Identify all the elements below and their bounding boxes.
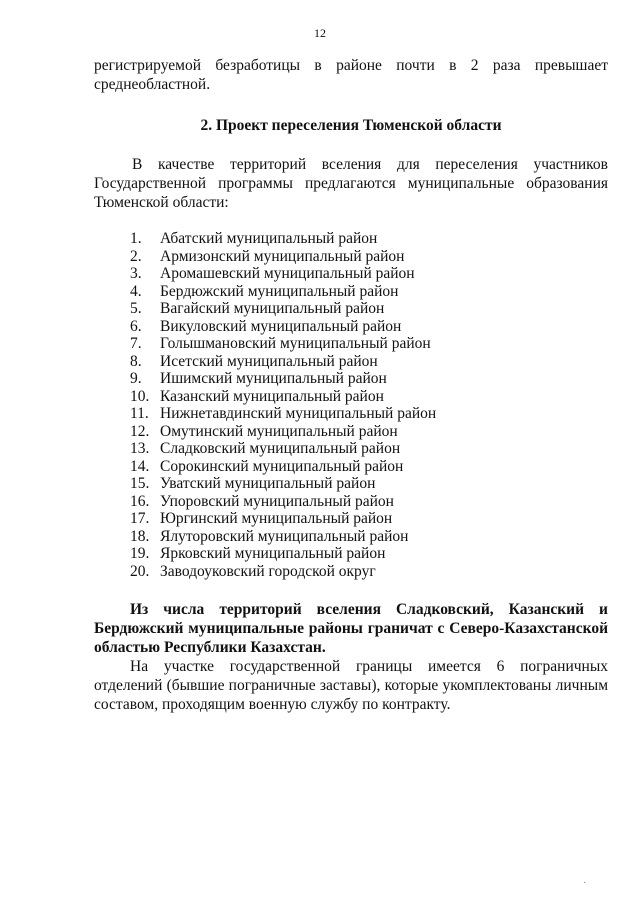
territory-number: 5. [130, 300, 142, 317]
territory-item [94, 370, 608, 388]
territory-number: 19. [130, 545, 150, 562]
territory-name: Заводоуковский городской округ [160, 562, 376, 580]
territory-name: Казанский муниципальный район [160, 387, 384, 405]
territory-number: 15. [130, 475, 150, 492]
territory-item [94, 493, 608, 511]
territory-name: Исетский муниципальный район [160, 352, 378, 370]
territory-item [94, 318, 608, 336]
territory-item [94, 440, 608, 458]
territory-name: Вагайский муниципальный район [160, 300, 385, 317]
territory-item [94, 353, 608, 371]
territory-item [94, 248, 608, 266]
territory-name: Ялуторовский муниципальный район [160, 527, 409, 545]
territory-name: Ишимский муниципальный район [160, 370, 387, 387]
territory-item [94, 510, 608, 528]
intro-paragraph: регистрируемой безработицы в районе почти в 2 раза превышает среднеобластной. [94, 57, 608, 93]
territory-name: Викуловский муниципальный район [160, 317, 402, 335]
territory-number: 4. [130, 282, 142, 300]
territory-name: Бердюжский муниципальный район [160, 282, 399, 300]
territory-number: 6. [130, 317, 142, 335]
territory-name: Сладковский муниципальный район [160, 440, 401, 457]
territory-name: Аромашевский муниципальный район [160, 265, 415, 282]
territory-name: Нижнетавдинский муниципальный район [160, 405, 437, 422]
territory-number: 7. [130, 335, 142, 352]
lead-paragraph: В качестве территорий вселения для переселения участников Государственной программы предлагаются муниципальные образования Тюменской области: [94, 156, 608, 211]
territory-name: Ярковский муниципальный район [160, 545, 386, 562]
territory-name: Голышмановский муниципальный район [160, 335, 431, 352]
territory-number: 8. [130, 352, 142, 370]
territory-number: 13. [130, 440, 150, 457]
territory-number: 10. [130, 387, 150, 405]
territory-item [94, 545, 608, 563]
territory-number: 14. [130, 457, 150, 475]
territory-number: 11. [130, 405, 149, 422]
territory-item [94, 423, 608, 441]
territory-item [94, 475, 608, 493]
territory-item [94, 300, 608, 318]
closing-paragraph: На участке государственной границы имеется 6 пограничных отделений (бывшие пограничные заставы), которые укомплектованы личным составом, проходящим военную службу по контракту. [94, 658, 608, 713]
territory-number: 1. [130, 230, 142, 247]
territory-list [94, 230, 608, 580]
territory-name: Уватский муниципальный район [160, 475, 376, 492]
territory-item [94, 283, 608, 301]
territory-number: 16. [130, 492, 150, 510]
territory-item [94, 230, 608, 248]
territory-item [94, 528, 608, 546]
territory-name: Армизонский муниципальный район [160, 247, 405, 265]
page-number: 12 [314, 26, 326, 40]
territory-item [94, 335, 608, 353]
territory-item [94, 265, 608, 283]
territory-number: 18. [130, 527, 150, 545]
territory-number: 2. [130, 247, 142, 265]
section-heading: 2. Проект переселения Тюменской области [200, 117, 502, 134]
territory-number: 12. [130, 422, 150, 440]
territory-number: 3. [130, 265, 142, 282]
territory-name: Сорокинский муниципальный район [160, 457, 404, 475]
territory-name: Абатский муниципальный район [160, 230, 378, 247]
territory-number: 20. [130, 562, 150, 580]
territory-item [94, 405, 608, 423]
territory-item [94, 563, 608, 581]
territory-name: Омутинский муниципальный район [160, 422, 398, 440]
territory-number: 9. [130, 370, 142, 387]
scan-mark: · [583, 878, 587, 889]
territory-number: 17. [130, 510, 150, 527]
territory-name: Упоровский муниципальный район [160, 492, 394, 510]
document-body [94, 56, 608, 714]
border-paragraph: Из числа территорий вселения Сладковский, Казанский и Бердюжский муниципальные районы граничат с Северо-Казахстанской областью Республики Казахстан. [94, 601, 608, 656]
territory-name: Юргинский муниципальный район [160, 510, 393, 527]
territory-item [94, 388, 608, 406]
territory-item [94, 458, 608, 476]
